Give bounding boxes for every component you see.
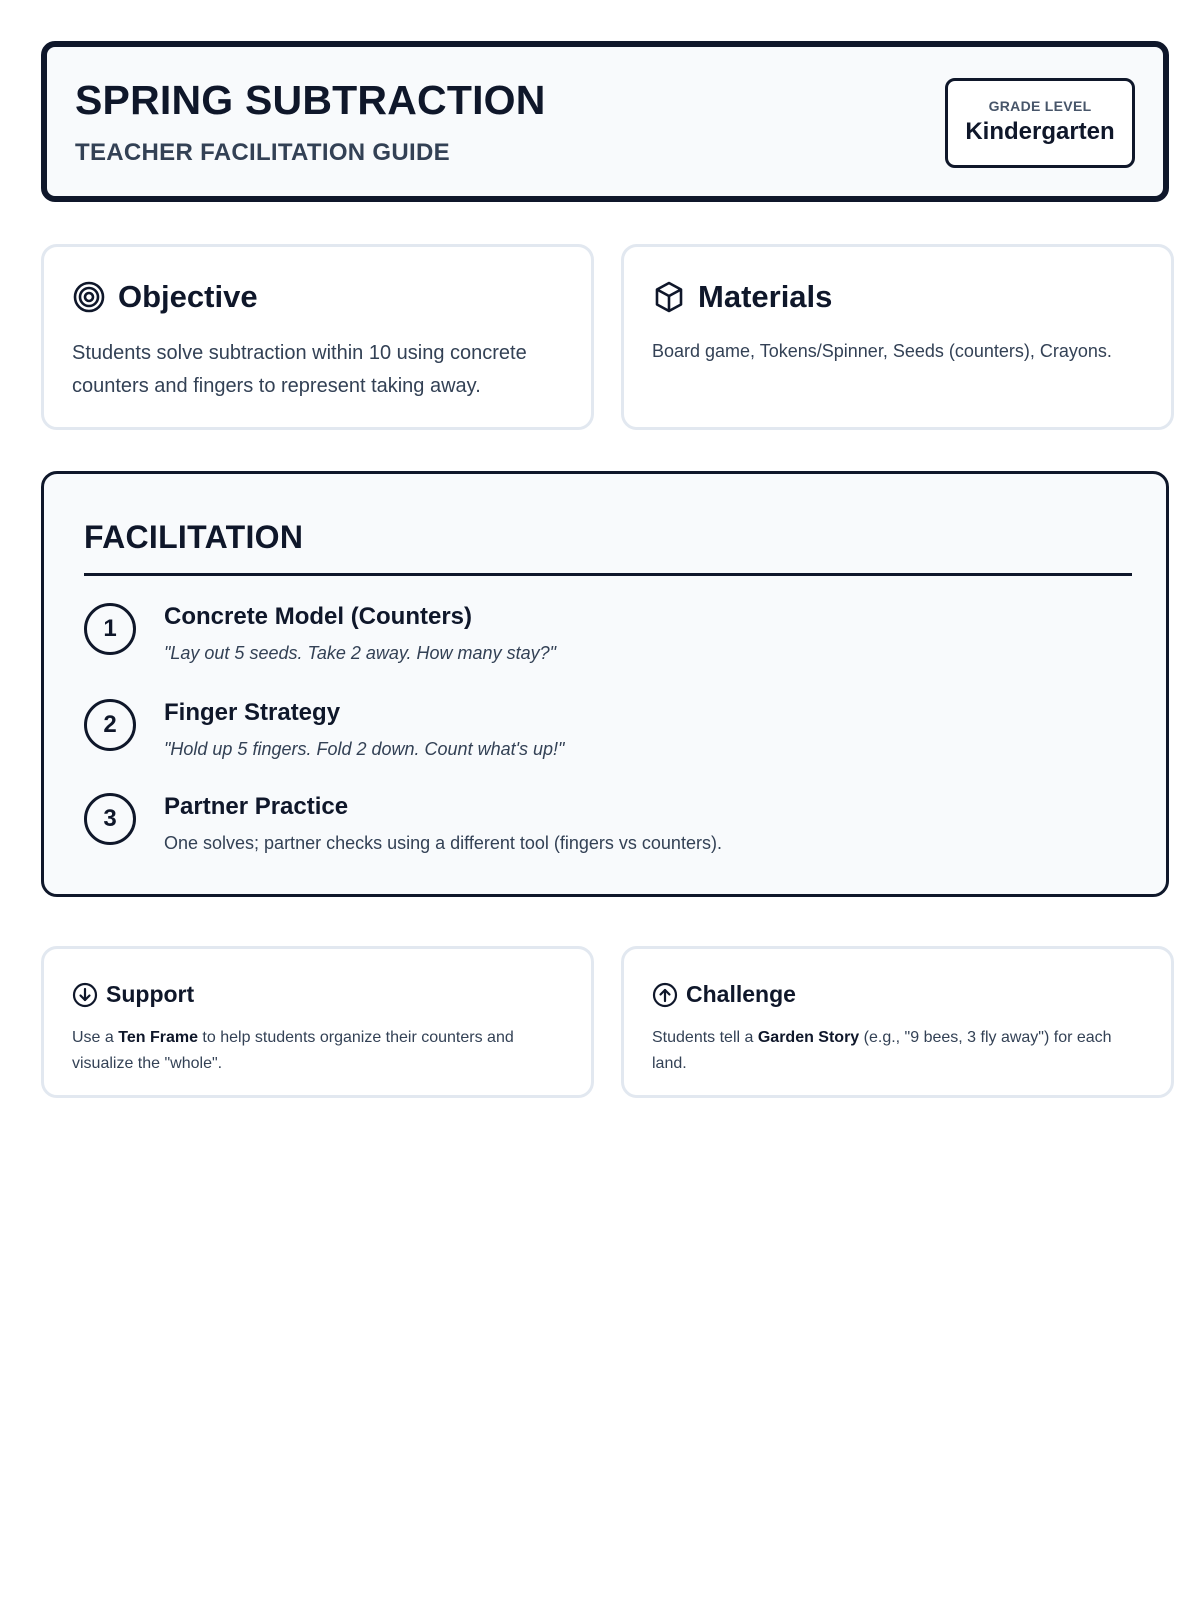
step-number: 2	[84, 699, 136, 751]
materials-heading	[652, 279, 832, 315]
challenge-title: Challenge	[686, 981, 796, 1007]
challenge-text-end: (e.g., "9 bees, 3 fly away") for each land.	[652, 1029, 1112, 1072]
step-number: 1	[84, 603, 136, 655]
facilitation-panel	[41, 471, 1169, 897]
page-subtitle: TEACHER FACILITATION GUIDE	[75, 139, 450, 166]
support-text-start: Use a	[72, 1029, 119, 1046]
step-title: Partner Practice	[164, 793, 349, 820]
step-number: 3	[84, 793, 136, 845]
step-title: Finger Strategy	[164, 699, 341, 726]
step-description: "Lay out 5 seeds. Take 2 away. How many stay?"	[164, 643, 556, 663]
challenge-text	[652, 1025, 1147, 1077]
challenge-card	[621, 946, 1174, 1098]
challenge-text-start: Students tell a	[652, 1029, 758, 1046]
box-icon	[652, 280, 686, 314]
support-title: Support	[106, 981, 195, 1007]
objective-title: Objective	[118, 279, 258, 314]
objective-card	[41, 244, 594, 430]
facilitation-title: FACILITATION	[84, 519, 304, 555]
grade-level-value: Kindergarten	[965, 118, 1115, 145]
support-card	[41, 946, 594, 1098]
support-text	[72, 1025, 567, 1077]
step-description: "Hold up 5 fingers. Fold 2 down. Count what's up!"	[164, 739, 565, 759]
header-card	[41, 41, 1169, 202]
grade-level-label: GRADE LEVEL	[988, 98, 1092, 114]
materials-card	[621, 244, 1174, 430]
step-description: One solves; partner checks using a different tool (fingers vs counters).	[164, 833, 722, 853]
materials-title: Materials	[698, 279, 833, 314]
arrow-down-circle-icon	[72, 982, 98, 1008]
facilitation-divider	[84, 573, 1132, 576]
step-title: Concrete Model (Counters)	[164, 603, 473, 630]
arrow-up-circle-icon	[652, 982, 678, 1008]
objective-heading	[72, 279, 258, 315]
materials-text: Board game, Tokens/Spinner, Seeds (counters), Crayons.	[652, 341, 1112, 361]
challenge-highlight: Garden Story	[757, 1029, 860, 1046]
challenge-heading	[652, 981, 796, 1008]
grade-level-badge	[945, 78, 1135, 168]
support-heading	[72, 981, 194, 1008]
objective-text: Students solve subtraction within 10 using concrete counters and fingers to represent taking away.	[72, 342, 527, 397]
target-icon	[72, 280, 106, 314]
guide-page	[41, 41, 1169, 1072]
page-title: SPRING SUBTRACTION	[75, 77, 546, 123]
support-highlight: Ten Frame	[118, 1029, 198, 1046]
support-text-end: to help students organize their counters and visualize the "whole".	[72, 1029, 514, 1072]
